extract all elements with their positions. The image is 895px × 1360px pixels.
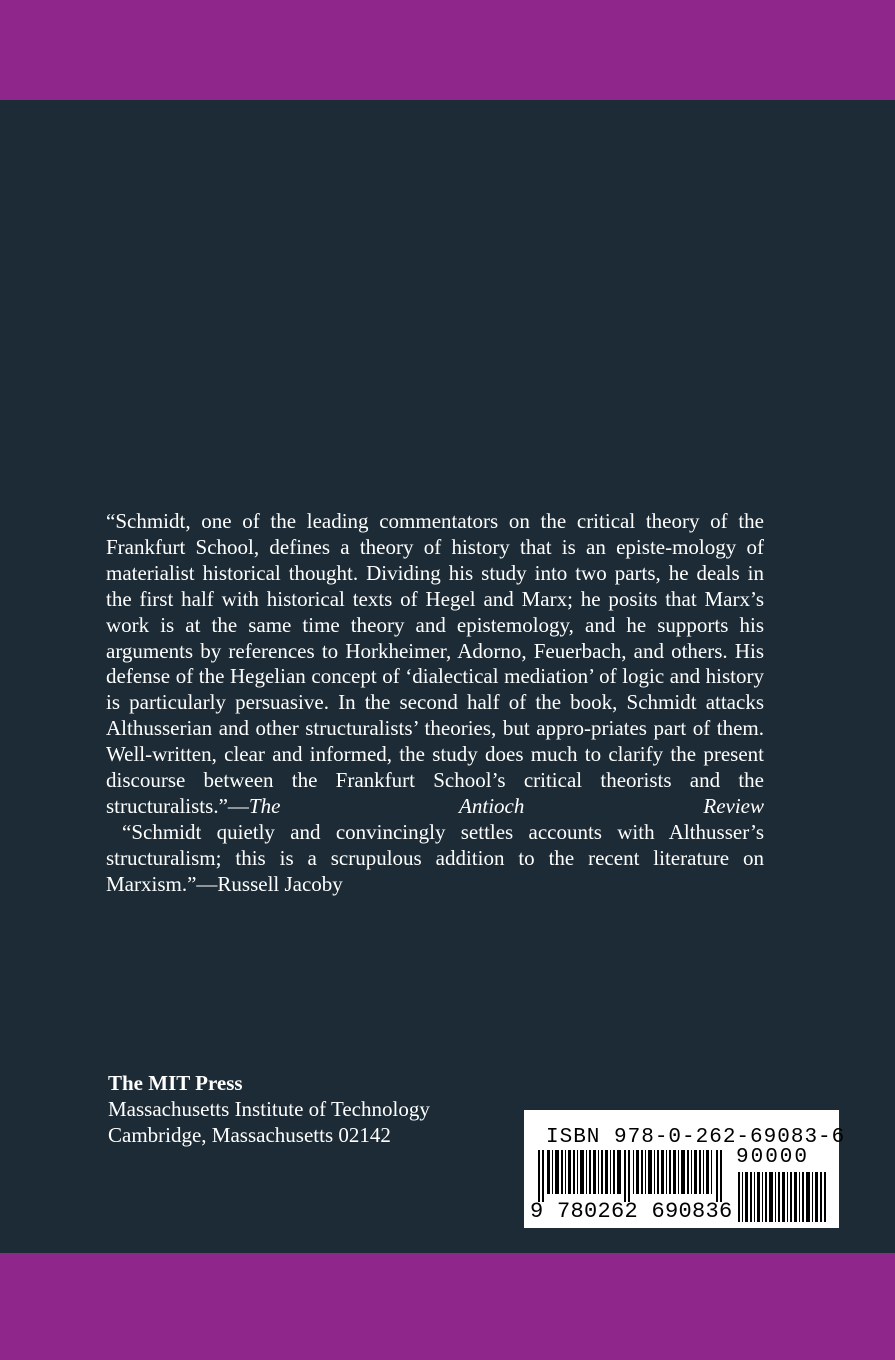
publisher-name: The MIT Press [108, 1071, 243, 1095]
review-quote-antioch [106, 509, 764, 820]
addon-barcode-bars [738, 1172, 828, 1222]
top-color-band [0, 0, 895, 100]
isbn-label: ISBN 978-0-262-69083-6 [546, 1126, 846, 1149]
publisher-block [108, 1070, 430, 1148]
ean-digits: 9 780262 690836 [530, 1199, 733, 1224]
ean-barcode-bars [538, 1150, 724, 1202]
bottom-color-band [0, 1253, 895, 1360]
publisher-address: Cambridge, Massachusetts 02142 [108, 1123, 391, 1147]
review-source-antioch: The Antioch Review [248, 793, 764, 818]
review-quotes [106, 509, 764, 898]
price-code: 90000 [736, 1146, 810, 1169]
review-quote-antioch-text: “Schmidt, one of the leading commentators on the critical theory of the Frankfurt School, defines a theory of history that is an episte-mology of materialist historical thought. Dividing his study into two parts, he deals in the first half with historical texts of Hegel and Marx; he posits that Marx’s work is at the same time theory and epistemology, and he supports his arguments by references to Horkheimer, Adorno, Feuerbach, and others. His defense of the Hegelian concept of ‘dialectical mediation’ of logic and history is particularly persuasive. In the second half of the book, Schmidt attacks Althusserian and other structuralists’ theories, but appro-priates part of them. Well-written, clear and informed, the study does much to clarify the present discourse between the Frankfurt School’s critical theorists and the structuralists.”— [106, 509, 764, 818]
isbn-barcode [524, 1110, 846, 1228]
publisher-institution: Massachusetts Institute of Technology [108, 1097, 430, 1121]
review-quote-jacoby: “Schmidt quietly and convincingly settles accounts with Althusser’s structuralism; this is a scrupulous addition to the recent literature on Marxism.”—Russell Jacoby [106, 819, 764, 896]
